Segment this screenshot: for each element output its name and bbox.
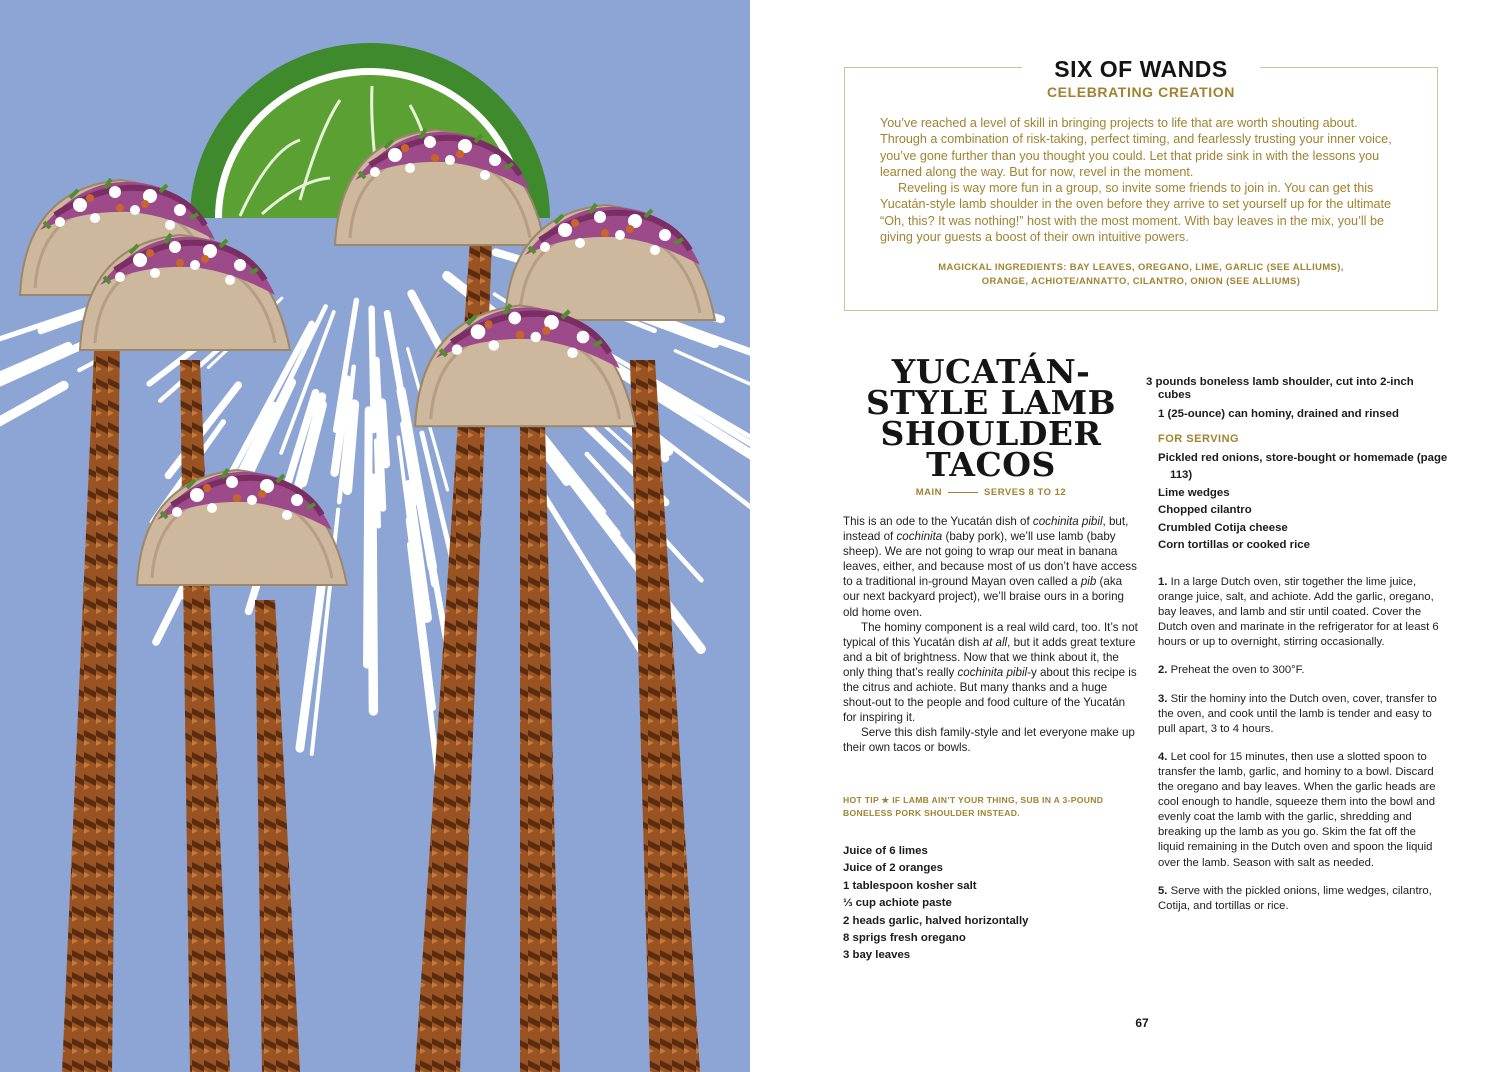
card-title: SIX OF WANDS (1022, 53, 1260, 85)
serving-item: Crumbled Cotija cheese (1158, 521, 1288, 534)
step-item (1158, 750, 1440, 871)
recipe-category: MAIN (915, 487, 943, 498)
recipe-serves: SERVES 8 TO 12 (984, 487, 1067, 498)
intro-paragraph: This is an ode to the Yucatán dish of cochinita pibil, but, instead of cochinita (baby pork), we’ll use lamb (baby sheep). We are not going to wrap our meat in banana leaves, either, and because most of us don’t have access to a traditional in-ground Mayan oven called a pib (aka our next backyard project), we’ll braise ours in a boring old home oven. (843, 515, 1137, 619)
step-text: In a large Dutch oven, stir together the lime juice, orange juice, salt, and achiote. Add the garlic, oregano, bay leaves, and lamb and stir until coated. Cover the Dutch oven and marinate in the refrigerator for at least 6 hours or up to overnight, stirring occasionally. (1158, 576, 1439, 649)
step-number: 2. (1158, 664, 1168, 677)
serving-item: Corn tortillas or cooked rice (1158, 539, 1310, 552)
meta-divider (948, 492, 978, 493)
ingredient-list-meat (1146, 376, 1448, 423)
serving-list (1158, 450, 1448, 554)
intro-paragraph: Serve this dish family-style and let everyone make up their own tacos or bowls. (843, 726, 1135, 755)
recipe-title-line: STYLE LAMB (865, 383, 1117, 422)
ingredient-item: 1 tablespoon kosher salt (843, 879, 977, 892)
step-item (1158, 575, 1440, 650)
ingredient-item: Juice of 2 oranges (843, 862, 944, 875)
recipe-title-line: TACOS (926, 445, 1056, 484)
step-item (1158, 884, 1440, 914)
recipe-title (843, 352, 1139, 484)
step-text: Serve with the pickled onions, lime wedges, cilantro, Cotija, and tortillas or rice. (1158, 884, 1432, 912)
step-item (1158, 663, 1440, 678)
magickal-line: MAGICKAL INGREDIENTS: BAY LEAVES, OREGANO, LIME, GARLIC (SEE ALLIUMS), (938, 261, 1344, 272)
page-number: 67 (1135, 1016, 1149, 1030)
step-number: 3. (1158, 692, 1168, 705)
recipe-title-line: SHOULDER (880, 414, 1102, 453)
magickal-line: ORANGE, ACHIOTE/ANNATTO, CILANTRO, ONION (SEE ALLIUMS) (981, 275, 1301, 286)
step-text: Stir the hominy into the Dutch oven, cover, transfer to the oven, and cook until the lamb is tender and easy to pull apart, 3 to 4 hours. (1158, 692, 1437, 735)
card-paragraph: Reveling is way more fun in a group, so invite some friends to join in. You can get this Yucatán-style lamb shoulder in the oven before they arrive to set yourself up for the ultimate “Oh, this? It was nothing!” host with the most moment. With bay leaves in the mix, you’ll be giving your guests a boost of their own intuitive powers. (880, 181, 1392, 245)
hot-tip: HOT TIP ★ IF LAMB AIN’T YOUR THING, SUB IN A 3-POUND BONELESS PORK SHOULDER INSTEAD. (843, 795, 1104, 818)
card-subtitle: CELEBRATING CREATION (1046, 84, 1236, 100)
magickal-ingredients (860, 260, 1422, 288)
recipe-meta (843, 487, 1139, 498)
ingredient-item: 1 (25-ounce) can hominy, drained and rinsed (1158, 408, 1399, 420)
ingredient-list-main (843, 843, 1123, 965)
intro-paragraph: The hominy component is a real wild card, too. It’s not typical of this Yucatán dish at all, but it adds great texture and a bit of brightness. Now that we think about it, the only thing that’s really cochinita pibil-y about this recipe is the citrus and achiote. But many thanks and a huge shout-out to the people and food culture of the Yucatán for inspiring it. (843, 620, 1138, 725)
step-number: 5. (1158, 884, 1168, 897)
card-paragraph: You’ve reached a level of skill in bringing projects to life that are worth shouting about. Through a combination of risk-taking, perfect timing, and fearlessly trusting your inner voice, you’ve gone further than you thought you could. Let that pride sink in with the lessons you learned along the way. But for now, revel in the moment. (880, 116, 1392, 179)
step-text: Let cool for 15 minutes, then use a slotted spoon to transfer the lamb, garlic, and hominy to a bowl. Discard the oregano and bay leaves. When the garlic heads are cool enough to handle, squeeze them into the bowl and evenly coat the lamb with the garlic, shredding and breaking up the lamb as you go. Skim the fat off the liquid remaining in the Dutch oven and spoon the liquid over the lamb. Season with salt as needed. (1158, 750, 1436, 869)
for-serving-label: FOR SERVING (1158, 433, 1240, 445)
step-number: 1. (1158, 576, 1168, 588)
step-number: 4. (1158, 750, 1168, 763)
recipe-intro (843, 514, 1141, 756)
recipe-title-line: YUCATÁN- (891, 352, 1091, 391)
ingredient-item: 3 pounds boneless lamb shoulder, cut into 2-inch cubes (1146, 376, 1414, 401)
ingredient-item: Juice of 6 limes (843, 845, 928, 857)
ingredient-item: 2 heads garlic, halved horizontally (843, 914, 1029, 927)
ingredient-item: ⅓ cup achiote paste (843, 897, 952, 910)
card-body (880, 115, 1404, 245)
recipe-steps (1158, 575, 1440, 927)
serving-item: Chopped cilantro (1158, 504, 1252, 517)
ingredient-item: 8 sprigs fresh oregano (843, 932, 966, 945)
white-ray (367, 410, 369, 664)
serving-item: Lime wedges (1158, 486, 1230, 499)
step-item (1158, 692, 1440, 737)
serving-item: Pickled red onions, store-bought or homemade (page 113) (1158, 452, 1448, 482)
step-text: Preheat the oven to 300°F. (1170, 664, 1305, 677)
ingredient-item: 3 bay leaves (843, 949, 911, 962)
